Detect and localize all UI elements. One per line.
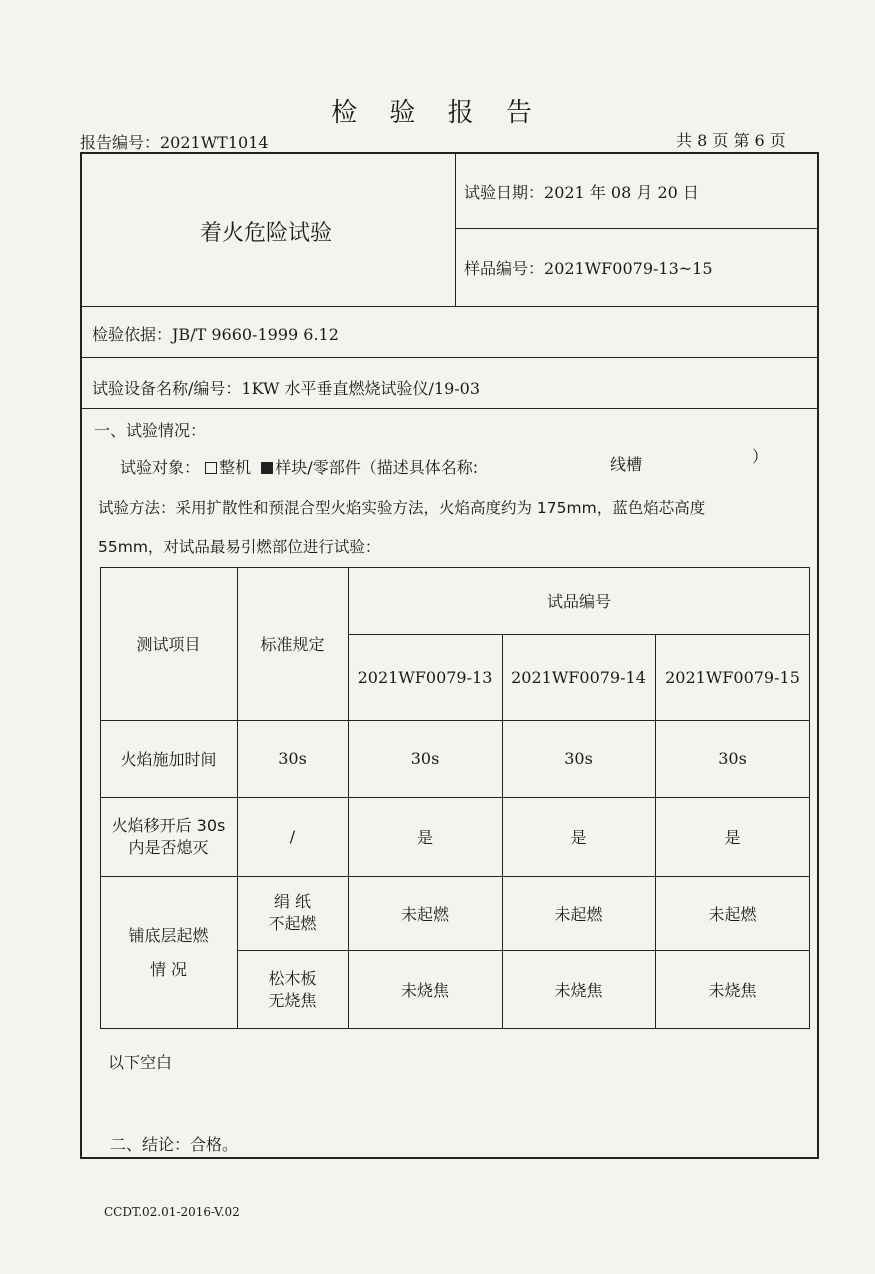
row-item-line: 情 况 [149, 959, 188, 979]
divider [455, 228, 819, 229]
sub-standard-line: 不起燃 [268, 914, 317, 933]
row-value: 未烧焦 [400, 981, 449, 1000]
close-paren: ） [752, 447, 769, 466]
test-object-row [120, 455, 478, 478]
divider [81, 408, 819, 409]
sub-standard-pine [237, 950, 348, 1029]
test-date-label: 试验日期： [464, 183, 545, 202]
option-whole-label: 整机 [219, 458, 252, 477]
row-value: 未起燃 [400, 904, 449, 924]
test-basis-value: JB/T 9660-1999 6.12 [172, 325, 339, 344]
test-date-value: 2021 年 08 月 20 日 [544, 183, 699, 202]
form-code: CCDT.02.01-2016-V.02 [104, 1205, 240, 1219]
row-item-line: 火焰移开后 30s [111, 815, 226, 835]
sample-id: 2021WF0079-15 [665, 667, 800, 687]
row-value: 未烧焦 [554, 981, 603, 1000]
row-value: 未起燃 [554, 904, 603, 924]
sample-id: 2021WF0079-14 [511, 667, 646, 687]
method-line-1: 试验方法：采用扩散性和预混合型火焰实验方法，火焰高度约为 175mm，蓝色焰芯高度 [98, 499, 706, 517]
sample-id: 2021WF0079-13 [357, 667, 493, 687]
row-value: 是 [724, 828, 741, 847]
divider [81, 306, 819, 307]
row-standard: 30s [278, 749, 307, 768]
test-basis-label: 检验依据： [92, 325, 173, 344]
sub-standard-line: 绢 纸 [273, 892, 312, 911]
sub-standard-paper [237, 876, 348, 950]
checkbox-part-checked[interactable] [261, 462, 273, 474]
divider [455, 153, 456, 307]
section-heading: 一、试验情况： [94, 421, 207, 440]
row-value: 是 [416, 828, 433, 847]
sample-number-value: 2021WF0079-13~15 [544, 259, 713, 278]
row-item-bedding [100, 876, 237, 1029]
sample-number [464, 256, 713, 279]
method-line-2: 55mm，对试品最易引燃部位进行试验： [98, 538, 381, 556]
checkbox-whole-unchecked[interactable] [205, 462, 217, 474]
test-equipment-label: 试验设备名称/编号： [92, 379, 242, 398]
blank-note: 以下空白 [108, 1053, 173, 1072]
sub-standard-line: 无烧焦 [268, 990, 317, 1010]
conclusion: 二、结论：合格。 [110, 1135, 239, 1154]
page-title: 检 验 报 告 [331, 98, 544, 128]
sample-number-label: 样品编号： [464, 259, 545, 278]
row-item-line: 铺底层起燃 [128, 925, 209, 945]
row-value: 30s [410, 749, 440, 768]
header-sample-number: 试品编号 [546, 592, 611, 611]
test-equipment-value: 1KW 水平垂直燃烧试验仪/19-03 [241, 379, 481, 398]
row-value: 未起燃 [708, 904, 757, 924]
row-item-line: 内是否熄灭 [128, 837, 209, 857]
test-basis [92, 322, 339, 345]
row-value: 是 [570, 828, 587, 847]
row-value: 未烧焦 [708, 981, 757, 1000]
test-name: 着火危险试验 [200, 221, 333, 246]
part-name: 线槽 [610, 455, 643, 474]
row-value: 30s [718, 749, 747, 768]
test-date [464, 180, 699, 203]
header-standard: 标准规定 [260, 635, 325, 654]
sub-standard-line: 松木板 [268, 968, 317, 988]
divider [81, 357, 819, 358]
row-item-flame-time: 火焰施加时间 [120, 750, 217, 769]
option-part-label: 样块/零部件（描述具体名称: [275, 458, 479, 477]
page-info: 共 8 页 第 6 页 [676, 131, 786, 150]
test-equipment [92, 376, 480, 399]
row-item-extinguish [100, 797, 237, 876]
row-value: 30s [564, 749, 593, 768]
report-number: 报告编号：2021WT1014 [80, 133, 269, 152]
header-test-item: 测试项目 [136, 635, 201, 654]
row-standard: / [289, 827, 296, 846]
test-object-label: 试验对象： [120, 458, 201, 477]
